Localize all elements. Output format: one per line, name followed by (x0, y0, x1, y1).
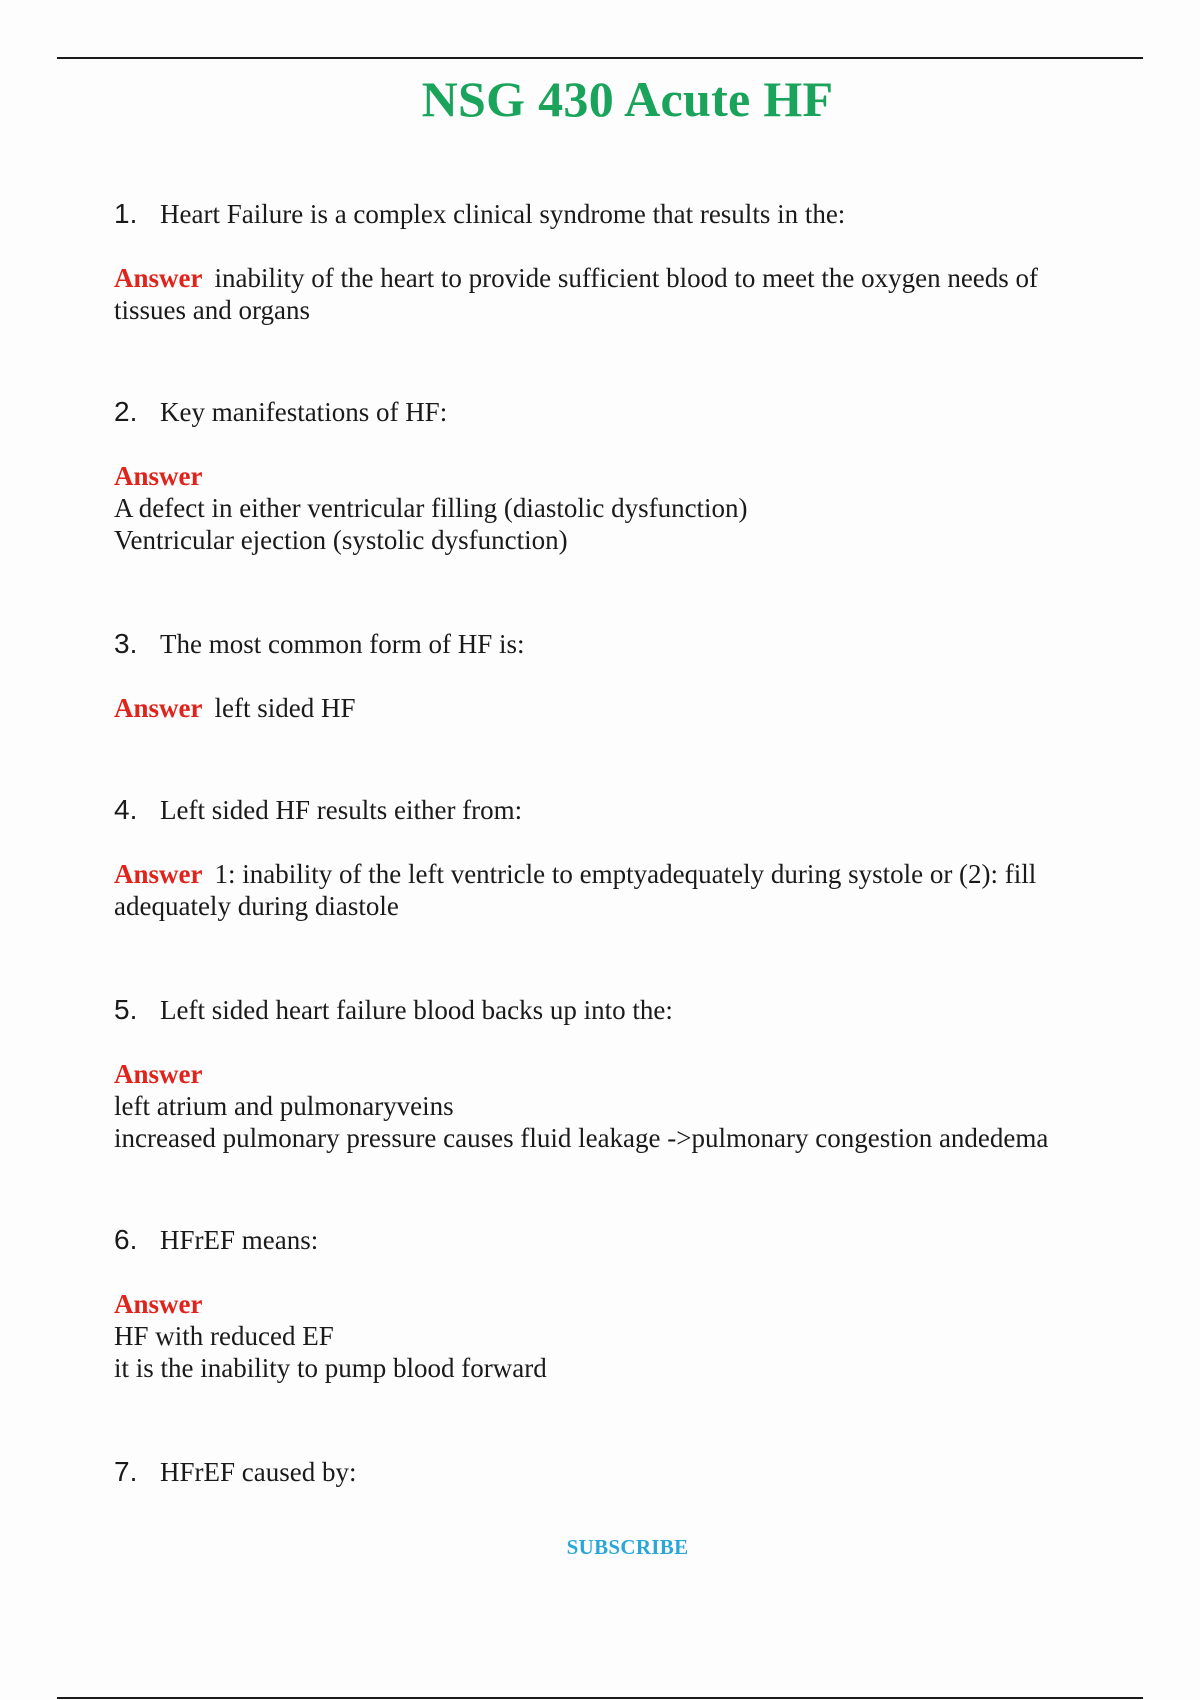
answer-label: Answer (114, 693, 203, 723)
question-block-7 (114, 1456, 1114, 1492)
answer-label: Answer (114, 1289, 203, 1319)
answer-text: HF with reduced EF (114, 1321, 334, 1351)
question-number: 5. (114, 994, 138, 1025)
answer-block (114, 460, 1114, 556)
question-number: 6. (114, 1224, 138, 1255)
answer-block (114, 262, 1114, 326)
document-title: NSG 430 Acute HF (421, 71, 834, 127)
answer-block (114, 1288, 1114, 1384)
question-number: 2. (114, 396, 138, 427)
question-block-1 (114, 198, 1114, 326)
answer-label: Answer (114, 1059, 203, 1089)
answer-text: left atrium and pulmonaryveins (114, 1091, 454, 1121)
answer-text: Ventricular ejection (systolic dysfunction) (114, 525, 568, 555)
question-number: 7. (114, 1456, 138, 1487)
question-block-4 (114, 794, 1114, 922)
question-number: 3. (114, 628, 138, 659)
question-block-3 (114, 628, 1114, 724)
top-divider (57, 57, 1143, 59)
answer-text: inability of the heart to provide sufficient blood to meet the oxygen needs of (214, 263, 1039, 293)
answer-label: Answer (114, 461, 203, 491)
answer-text: 1: inability of the left ventricle to emptyadequately during systole or (2): fill (214, 859, 1037, 889)
answer-text: left sided HF (214, 693, 356, 723)
question-text: Left sided heart failure blood backs up into the: (160, 995, 673, 1025)
answer-text: tissues and organs (114, 295, 310, 325)
question-text: Left sided HF results either from: (160, 795, 523, 825)
answer-block (114, 692, 1114, 724)
question-block-5 (114, 994, 1114, 1154)
bottom-divider (57, 1697, 1143, 1699)
question-block-6 (114, 1224, 1114, 1384)
question-text: The most common form of HF is: (160, 629, 525, 659)
answer-text: A defect in either ventricular filling (diastolic dysfunction) (114, 493, 748, 523)
answer-text: increased pulmonary pressure causes fluid leakage ->pulmonary congestion andedema (114, 1123, 1049, 1153)
question-text: HFrEF caused by: (160, 1457, 357, 1487)
question-text: HFrEF means: (160, 1225, 319, 1255)
question-block-2 (114, 396, 1114, 556)
subscribe-link[interactable]: SUBSCRIBE (566, 1535, 689, 1559)
question-number: 4. (114, 794, 138, 825)
answer-text: it is the inability to pump blood forward (114, 1353, 547, 1383)
answer-block (114, 858, 1114, 922)
question-text: Key manifestations of HF: (160, 397, 448, 427)
question-text: Heart Failure is a complex clinical syndrome that results in the: (160, 199, 846, 229)
answer-block (114, 1058, 1114, 1154)
answer-label: Answer (114, 859, 203, 889)
answer-text: adequately during diastole (114, 891, 399, 921)
question-number: 1. (114, 198, 138, 229)
answer-label: Answer (114, 263, 203, 293)
